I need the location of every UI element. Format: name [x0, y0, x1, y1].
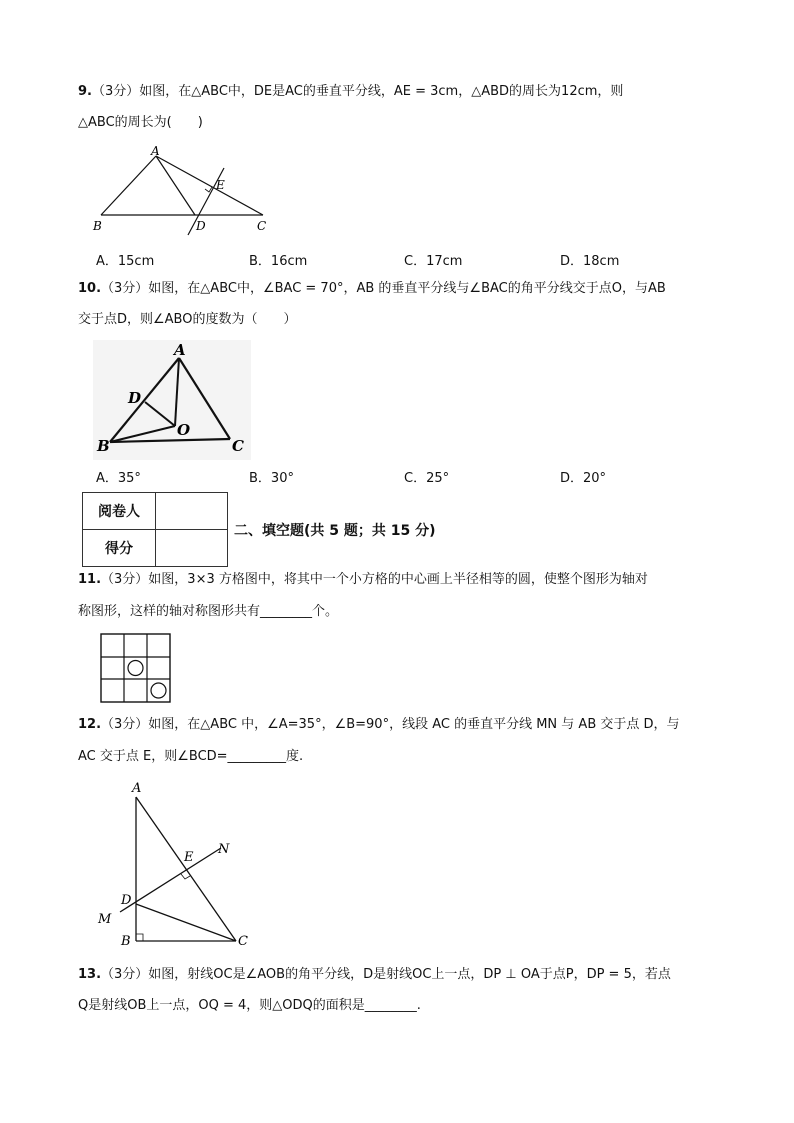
q10-figure: [93, 340, 251, 460]
q10-number: 10.: [78, 281, 102, 296]
q13-number: 13.: [78, 967, 102, 982]
q10-line1: [78, 280, 666, 298]
q12-label-e: E: [184, 850, 194, 865]
q10-label-d: D: [128, 389, 142, 407]
q12-edge-ac: [136, 797, 236, 941]
q10-label-b: B: [97, 437, 110, 455]
q10-option-c[interactable]: C．25°: [404, 471, 450, 486]
section-2-heading: 二、填空题(共 5 题；共 15 分): [234, 523, 436, 539]
q12-line2: AC 交于点 E，则∠BCD=_________度.: [78, 749, 304, 764]
q11-grid-border: [101, 634, 170, 702]
q10-text-1: （3分）如图，在△ABC中，∠BAC = 70°，AB 的垂直平分线与∠BAC的角平分线交于点O，与AB: [101, 281, 666, 296]
q9-line2: △ABC的周长为( ): [78, 115, 203, 130]
q12-label-b: B: [121, 934, 131, 949]
q12-right-angle-e: [181, 874, 190, 879]
q10-option-d[interactable]: D．20°: [560, 471, 607, 486]
q13-line2: Q是射线OB上一点，OQ = 4，则△ODQ的面积是________.: [78, 998, 421, 1013]
q12-line-mn: [120, 848, 221, 912]
q9-edge-ab: [101, 156, 156, 215]
q9-edge-ac: [156, 156, 263, 215]
q9-label-e: E: [216, 178, 225, 192]
q10-option-b[interactable]: B．30°: [249, 471, 294, 486]
reviewer-label: 阅卷人: [83, 493, 156, 530]
q9-label-b: B: [93, 219, 102, 233]
q9-option-d[interactable]: D．18cm: [560, 254, 620, 269]
q13-line1: [78, 966, 671, 984]
q11-text-1: （3分）如图，3×3 方格图中，将其中一个小方格的中心画上半径相等的圆，使整个图形为轴对: [101, 572, 648, 587]
q12-figure: [90, 777, 260, 952]
q9-label-c: C: [257, 219, 267, 233]
q9-number: 9.: [78, 84, 92, 99]
q9-option-b[interactable]: B．16cm: [249, 254, 308, 269]
q9-option-a[interactable]: A．15cm: [96, 254, 155, 269]
q12-line1: [78, 716, 680, 734]
q12-number: 12.: [78, 717, 102, 732]
q11-line1: [78, 571, 648, 589]
q9-option-c[interactable]: C．17cm: [404, 254, 463, 269]
reviewer-cell[interactable]: [156, 493, 228, 530]
q10-option-a[interactable]: A．35°: [96, 471, 141, 486]
score-label: 得分: [83, 530, 156, 567]
score-table: [82, 492, 228, 567]
q13-text-1: （3分）如图，射线OC是∠AOB的角平分线，D是射线OC上一点，DP ⊥ OA于点P，DP = 5，若点: [101, 967, 671, 982]
q10-label-a: A: [174, 341, 186, 359]
q9-label-d: D: [196, 219, 206, 233]
q10-line2: 交于点D，则∠ABO的度数为（ ）: [78, 312, 297, 327]
q11-number: 11.: [78, 572, 102, 587]
q10-label-c: C: [232, 437, 244, 455]
q12-label-c: C: [238, 934, 248, 949]
q9-line1: [78, 83, 623, 101]
q10-label-o: O: [177, 421, 191, 439]
q9-segment-ad: [156, 156, 195, 215]
q11-line2: 称图形，这样的轴对称图形共有________个。: [78, 604, 339, 619]
q11-grid-figure: [100, 633, 172, 704]
q12-segment-dc: [136, 904, 236, 941]
q12-label-a: A: [132, 781, 142, 796]
q9-figure: [88, 143, 288, 240]
score-cell[interactable]: [156, 530, 228, 567]
q9-label-a: A: [151, 144, 160, 158]
q12-right-angle-b: [136, 934, 143, 941]
q12-text-1: （3分）如图，在△ABC 中，∠A=35°，∠B=90°，线段 AC 的垂直平分线 MN 与 AB 交于点 D，与: [101, 717, 680, 732]
q12-label-n: N: [218, 842, 230, 857]
q12-label-m: M: [98, 912, 112, 927]
q12-label-d: D: [121, 893, 132, 908]
q11-circle-center: [128, 661, 143, 676]
q11-circle-bottom-right: [151, 683, 166, 698]
q9-text-1: （3分）如图，在△ABC中，DE是AC的垂直平分线，AE = 3cm，△ABD的周长为12cm，则: [91, 84, 624, 99]
